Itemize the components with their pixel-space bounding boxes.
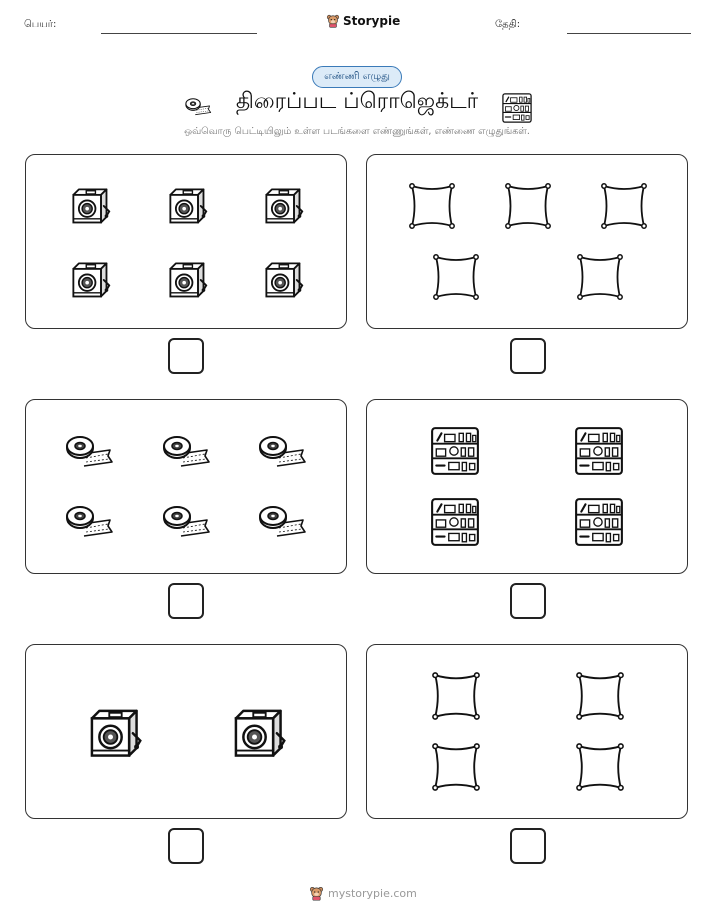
film-projector-icon bbox=[163, 256, 209, 302]
film-projector-icon bbox=[226, 701, 288, 763]
count-panel-4 bbox=[366, 399, 688, 574]
footer-url[interactable]: mystorypie.com bbox=[328, 887, 417, 900]
film-reel-icon bbox=[64, 502, 114, 542]
storypie-logo bbox=[326, 13, 400, 29]
equipment-shelf-icon bbox=[501, 92, 533, 124]
projection-screen-icon bbox=[430, 741, 482, 793]
projection-screen-icon bbox=[431, 252, 481, 302]
name-label: பெயர்: bbox=[24, 19, 57, 30]
projection-screen-icon bbox=[430, 670, 482, 722]
name-line[interactable] bbox=[101, 33, 257, 34]
equipment-shelf-icon bbox=[429, 425, 481, 477]
film-reel-icon bbox=[161, 432, 211, 472]
projection-screen-icon bbox=[574, 741, 626, 793]
count-panel-1 bbox=[25, 154, 347, 329]
count-panel-2 bbox=[366, 154, 688, 329]
film-reel-icon bbox=[257, 502, 307, 542]
count-panel-3 bbox=[25, 399, 347, 574]
film-reel-icon bbox=[161, 502, 211, 542]
count-panel-6 bbox=[366, 644, 688, 819]
film-projector-icon bbox=[259, 256, 305, 302]
answer-box-1[interactable] bbox=[168, 338, 204, 374]
date-line[interactable] bbox=[567, 33, 691, 34]
answer-box-3[interactable] bbox=[168, 583, 204, 619]
equipment-shelf-icon bbox=[573, 425, 625, 477]
footer bbox=[309, 885, 417, 902]
worksheet-badge: எண்ணி எழுது bbox=[312, 66, 402, 88]
answer-box-4[interactable] bbox=[510, 583, 546, 619]
projection-screen-icon bbox=[407, 181, 457, 231]
film-projector-icon bbox=[66, 182, 112, 228]
projection-screen-icon bbox=[599, 181, 649, 231]
instruction-text: ஒவ்வொரு பெட்டியிலும் உள்ள படங்களை எண்ணுங்கள், எண்ணை எழுதுங்கள். bbox=[184, 126, 530, 137]
equipment-shelf-icon bbox=[429, 496, 481, 548]
answer-box-5[interactable] bbox=[168, 828, 204, 864]
film-projector-icon bbox=[259, 182, 305, 228]
equipment-shelf-icon bbox=[573, 496, 625, 548]
film-reel-icon bbox=[257, 432, 307, 472]
answer-box-2[interactable] bbox=[510, 338, 546, 374]
date-label: தேதி: bbox=[495, 19, 521, 30]
film-projector-icon bbox=[82, 701, 144, 763]
projection-screen-icon bbox=[503, 181, 553, 231]
film-reel-icon bbox=[64, 432, 114, 472]
mascot-icon bbox=[309, 885, 324, 902]
film-projector-icon bbox=[163, 182, 209, 228]
count-panel-5 bbox=[25, 644, 347, 819]
projection-screen-icon bbox=[575, 252, 625, 302]
answer-box-6[interactable] bbox=[510, 828, 546, 864]
film-projector-icon bbox=[66, 256, 112, 302]
brand-name: Storypie bbox=[343, 14, 401, 28]
page-title: திரைப்பட ப்ரொஜெக்டர் bbox=[235, 89, 479, 114]
mascot-icon bbox=[326, 13, 340, 29]
projection-screen-icon bbox=[574, 670, 626, 722]
